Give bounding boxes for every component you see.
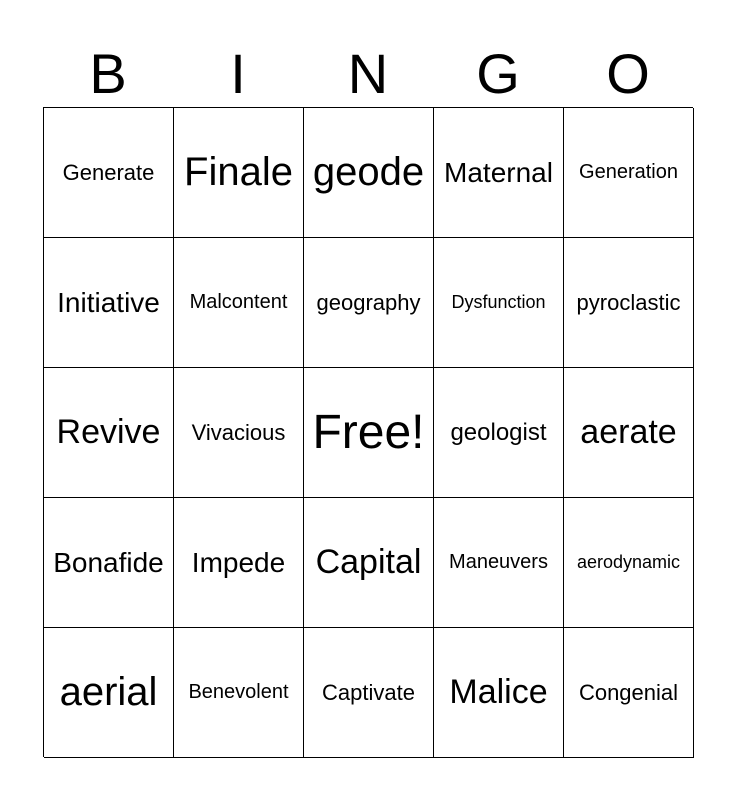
bingo-cell[interactable]: pyroclastic: [564, 238, 694, 368]
bingo-cell[interactable]: aerial: [44, 628, 174, 758]
bingo-cell[interactable]: Captivate: [304, 628, 434, 758]
bingo-cell[interactable]: Maneuvers: [434, 498, 564, 628]
header-letter-n: N: [347, 42, 389, 105]
bingo-cell[interactable]: Impede: [174, 498, 304, 628]
bingo-cell[interactable]: Revive: [44, 368, 174, 498]
bingo-board: [43, 107, 693, 757]
bingo-cell[interactable]: Maternal: [434, 108, 564, 238]
bingo-cell[interactable]: geode: [304, 108, 434, 238]
bingo-cell[interactable]: Malcontent: [174, 238, 304, 368]
bingo-cell[interactable]: Generate: [44, 108, 174, 238]
bingo-cell[interactable]: aerate: [564, 368, 694, 498]
bingo-cell[interactable]: aerodynamic: [564, 498, 694, 628]
bingo-cell[interactable]: geologist: [434, 368, 564, 498]
bingo-cell-free[interactable]: Free!: [304, 368, 434, 498]
bingo-cell[interactable]: geography: [304, 238, 434, 368]
header-letter-o: O: [606, 42, 650, 105]
bingo-cell[interactable]: Generation: [564, 108, 694, 238]
bingo-cell[interactable]: Capital: [304, 498, 434, 628]
header-letter-g: G: [476, 42, 520, 105]
bingo-cell[interactable]: Malice: [434, 628, 564, 758]
bingo-cell[interactable]: Bonafide: [44, 498, 174, 628]
bingo-cell[interactable]: Congenial: [564, 628, 694, 758]
header-letter-b: B: [89, 42, 127, 105]
header-letter-i: I: [230, 42, 246, 105]
bingo-cell[interactable]: Vivacious: [174, 368, 304, 498]
bingo-cell[interactable]: Initiative: [44, 238, 174, 368]
bingo-cell[interactable]: Benevolent: [174, 628, 304, 758]
bingo-header: [43, 42, 693, 106]
bingo-cell[interactable]: Finale: [174, 108, 304, 238]
bingo-cell[interactable]: Dysfunction: [434, 238, 564, 368]
